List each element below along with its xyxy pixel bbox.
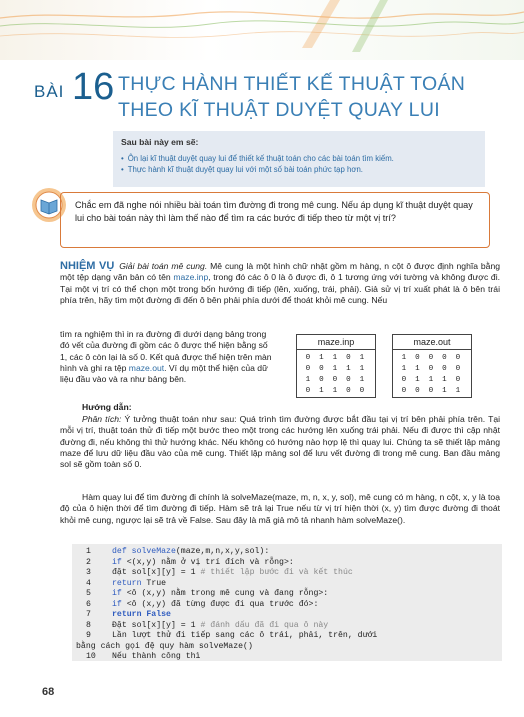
maze-input-row: 0 1 1 0 1 — [305, 354, 367, 362]
lesson-number: 16 — [72, 66, 115, 108]
code-line-number: 7 — [86, 610, 91, 619]
code-line-text: if <(x,y) nằm ở vị trí đích và rỗng>: — [112, 557, 294, 567]
objectives-box — [113, 131, 485, 187]
code-line-text: return True — [112, 578, 167, 588]
code-line-number: 3 — [86, 568, 91, 577]
objective-item: • Ôn lại kĩ thuật duyệt quay lui để thiết kế thuật toán cho các bài toán tìm kiếm. — [121, 154, 394, 163]
guide-heading: Hướng dẫn: — [82, 402, 132, 412]
code-line-text: bằng cách gọi đệ quy hàm solveMaze() — [76, 641, 253, 651]
lesson-title-line2: THEO KĨ THUẬT DUYỆT QUAY LUI — [118, 99, 440, 121]
lesson-label: BÀI — [34, 82, 65, 101]
code-line-text: Nếu thành công thì — [112, 652, 201, 661]
code-line-text: đặt sol[x][y] = 1 # thiết lập bước đi và kết thúc — [112, 568, 353, 577]
mission-label: NHIỆM VỤ — [60, 260, 115, 272]
code-line-text: Lần lượt thử đi tiếp sang các ô trái, phải, trên, dưới — [112, 631, 378, 640]
maze-input-title: maze.inp — [297, 335, 375, 350]
code-line-number: 8 — [86, 620, 91, 630]
code-line-number: 2 — [86, 557, 91, 567]
code-line-number: 9 — [86, 631, 91, 640]
file-in-link: maze.inp — [173, 272, 209, 283]
mission-title: Giải bài toán mê cung. — [119, 261, 208, 271]
code-line-text: Đặt sol[x][y] = 1 # đánh dấu đã đi qua ô này — [112, 620, 329, 630]
code-line-number: 10 — [86, 652, 96, 661]
maze-input-table — [296, 334, 376, 398]
maze-input-row: 0 1 1 0 0 — [305, 387, 367, 395]
code-line-number: 4 — [86, 578, 91, 588]
analysis-label: Phân tích: — [82, 414, 122, 424]
mission-text: Mê cung là một hình chữ nhật gồm m hàng, n cột ô được định nghĩa bằng một tệp dạng văn bản có tên maze.inp, trong đó các ô 0 là ô được đi, ô 1 tương ứng với tường và không được đi. Tại một vị trí có thể chọn một trong bốn hướng đi tiếp (lên, xuống, trái, phải). Giả sử vị trí xuất phát là ô bên trái phía trên, hãy tìm một đường đi đến ô bên phải phía dưới để thoát khỏi mê cung. Nếu — [60, 261, 501, 305]
maze-input-row: 1 0 0 0 1 — [305, 376, 367, 384]
maze-output-title: maze.out — [393, 335, 471, 350]
maze-input-row: 0 0 1 1 1 — [305, 365, 367, 373]
objectives-heading: Sau bài này em sẽ: — [121, 137, 199, 147]
code-line-number: 6 — [86, 599, 91, 609]
code-line-text: return False — [112, 610, 171, 619]
maze-output-row: 0 0 0 1 1 — [401, 387, 463, 395]
maze-output-row: 1 1 0 0 0 — [401, 365, 463, 373]
solve-maze-paragraph: Hàm quay lui để tìm đường đi chính là solveMaze(maze, m, n, x, y, sol), mê cung có m hàng, n cột, x, y là toạ độ của ô hiện thời để tìm đường đi tiếp. Hàm sẽ trả lại True nếu từ vị trí hiện thời (x, y) tìm được đường đi thoát khỏi mê cung, ngược lại sẽ trả về False. Sau đây là mã giả mô tả nhanh hàm solveMaze(). — [60, 492, 500, 525]
maze-output-table — [392, 334, 472, 398]
intro-text: Chắc em đã nghe nói nhiều bài toán tìm đường đi trong mê cung. Nếu áp dụng kĩ thuật duyệt quay lui cho bài toán này thì làm thế nào để tìm ra các bước đi tiếp theo từ một vị trí? — [75, 200, 473, 223]
mission-paragraph-left: tìm ra nghiệm thì in ra đường đi dưới dạng bảng trong đó vết của đường đi gồm các ô được thể hiện bằng số 1, các ô còn lại là số 0. Kết quả được thể hiện trên màn hình và ghi ra tệp maze.out. Ví dụ một thể hiện của dữ liệu đầu vào và ra như bảng bên. — [60, 329, 272, 385]
analysis-text: Ý tưởng thuật toán như sau: Quá trình tìm đường được bắt đầu tại vị trí bên phải phía trên. Tại mỗi vị trí, thuật toán thử đi tiếp một bước theo một trong các hướng lên xuống trái phải. Nếu đi được thì cập nhật đường đi, nếu không thì thử hướng khác. Nếu không có hướng nào hợp lệ thì quay lui. Chúng ta sẽ thiết lập mảng maze để lưu dữ liệu đầu vào của mê cung. Thiết lập mảng sol để lưu vết đường đi trong mê cung. Ban đầu mảng sol sẽ gồm toàn số 0. — [60, 414, 501, 470]
analysis-paragraph — [60, 414, 500, 470]
intro-box — [60, 192, 490, 248]
maze-output-row: 1 0 0 0 0 — [401, 354, 463, 362]
lesson-title-line1: THỰC HÀNH THIẾT KẾ THUẬT TOÁN — [118, 73, 466, 95]
file-out-link: maze.out — [128, 362, 165, 373]
code-line-number: 1 — [86, 547, 91, 556]
code-line-number: 5 — [86, 589, 91, 598]
code-line-text: def solveMaze(maze,m,n,x,y,sol): — [112, 547, 270, 556]
code-line-text: if <ô (x,y) đã từng được đi qua trước đó>: — [112, 599, 319, 609]
header-decoration — [0, 0, 524, 70]
code-line-text: if <ô (x,y) nằm trong mê cung và đang rỗng>: — [112, 589, 329, 598]
mission-paragraph-top — [60, 261, 500, 306]
objective-item: • Thực hành kĩ thuật duyệt quay lui với một số bài toán phức tạp hơn. — [121, 165, 363, 174]
page-number: 68 — [42, 686, 55, 698]
maze-output-row: 0 1 1 1 0 — [401, 376, 463, 384]
